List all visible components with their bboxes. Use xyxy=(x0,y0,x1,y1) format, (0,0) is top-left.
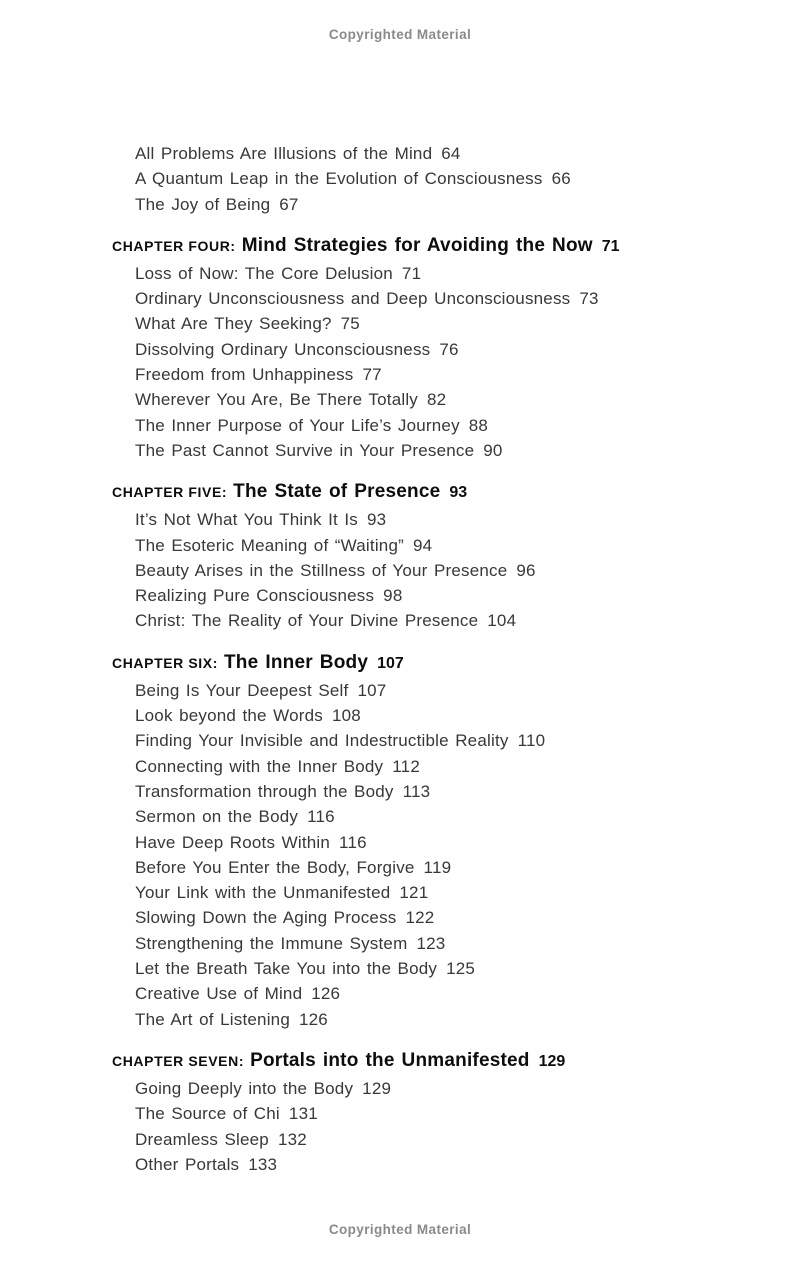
toc-entry-page-number: 93 xyxy=(367,510,387,530)
toc-entry-title: Dissolving Ordinary Unconsciousness xyxy=(135,339,431,359)
table-of-contents xyxy=(112,141,764,1177)
toc-entry-page-number: 64 xyxy=(441,144,461,163)
toc-entry xyxy=(112,166,764,191)
toc-entry-page-number: 113 xyxy=(402,781,431,801)
toc-section xyxy=(112,1045,764,1177)
toc-entry-title: The Esoteric Meaning of “Waiting” xyxy=(135,535,404,555)
toc-entry-page-number: 77 xyxy=(362,365,382,385)
chapter-label: CHAPTER SEVEN: xyxy=(112,1052,245,1069)
toc-entry-title: The Joy of Being xyxy=(135,194,271,214)
toc-entry-page-number: 125 xyxy=(446,959,476,979)
toc-section xyxy=(112,141,764,217)
chapter-title: The Inner Body xyxy=(224,651,369,673)
toc-entry-title: Being Is Your Deepest Self xyxy=(135,680,349,700)
toc-entry xyxy=(112,286,764,311)
toc-entry-page-number: 88 xyxy=(468,415,489,435)
toc-entry xyxy=(112,387,764,412)
toc-entry xyxy=(112,779,764,804)
toc-entry-title: Before You Enter the Body, Forgive xyxy=(135,857,415,877)
chapter-label: CHAPTER FOUR: xyxy=(112,237,236,254)
toc-entry-page-number: 82 xyxy=(427,390,447,410)
toc-section xyxy=(112,647,764,1032)
toc-entry-list xyxy=(112,678,764,1032)
toc-entry-page-number: 67 xyxy=(279,194,299,214)
toc-entry xyxy=(112,558,764,583)
toc-entry xyxy=(112,141,764,166)
toc-entry-title: Let the Breath Take You into the Body xyxy=(135,959,438,979)
toc-entry-title: Have Deep Roots Within xyxy=(135,832,331,852)
toc-entry xyxy=(112,956,764,981)
toc-entry-page-number: 119 xyxy=(423,857,452,877)
toc-entry-page-number: 66 xyxy=(551,169,571,189)
toc-section xyxy=(112,230,764,463)
toc-entry xyxy=(112,1076,764,1101)
toc-entry-list xyxy=(112,261,764,463)
toc-entry-title: What Are They Seeking? xyxy=(135,314,332,334)
chapter-heading xyxy=(112,647,764,677)
toc-entry-page-number: 131 xyxy=(288,1104,318,1124)
chapter-page-number: 107 xyxy=(377,654,404,672)
chapter-title: Portals into the Unmanifested xyxy=(250,1049,530,1071)
toc-entry-title: Freedom from Unhappiness xyxy=(135,365,354,385)
toc-entry-list xyxy=(112,507,764,633)
toc-entry-title: Creative Use of Mind xyxy=(135,984,303,1004)
toc-entry-page-number: 133 xyxy=(248,1154,278,1174)
copyright-notice-bottom: Copyrighted Material xyxy=(328,1222,472,1237)
toc-entry-page-number: 116 xyxy=(339,832,367,852)
toc-entry-title: Slowing Down the Aging Process xyxy=(135,908,397,928)
toc-entry xyxy=(112,754,764,779)
toc-entry-list xyxy=(112,1076,764,1177)
chapter-title: The State of Presence xyxy=(233,481,441,503)
toc-entry xyxy=(112,362,764,387)
toc-entry xyxy=(112,311,764,336)
toc-entry-page-number: 76 xyxy=(439,339,459,359)
toc-entry xyxy=(112,608,764,633)
toc-entry-title: Transformation through the Body xyxy=(135,781,394,801)
toc-section xyxy=(112,476,764,633)
toc-entry xyxy=(112,438,764,463)
toc-entry-title: Connecting with the Inner Body xyxy=(135,756,384,776)
toc-entry xyxy=(112,507,764,532)
toc-entry-list xyxy=(112,141,764,217)
toc-entry xyxy=(112,880,764,905)
toc-entry-title: Christ: The Reality of Your Divine Presence xyxy=(135,611,479,631)
chapter-heading xyxy=(112,1045,764,1075)
toc-entry-page-number: 104 xyxy=(487,611,517,631)
toc-entry-title: The Source of Chi xyxy=(135,1104,280,1124)
toc-entry xyxy=(112,1007,764,1032)
toc-entry-page-number: 96 xyxy=(516,560,536,580)
toc-entry xyxy=(112,337,764,362)
toc-entry-page-number: 122 xyxy=(405,908,435,928)
chapter-heading xyxy=(112,230,764,260)
chapter-page-number: 71 xyxy=(601,237,620,255)
toc-entry-title: All Problems Are Illusions of the Mind xyxy=(135,144,433,163)
toc-entry-title: Going Deeply into the Body xyxy=(135,1078,354,1098)
toc-entry-title: Your Link with the Unmanifested xyxy=(135,883,391,903)
toc-entry-page-number: 94 xyxy=(412,535,433,555)
toc-entry-title: It’s Not What You Think It Is xyxy=(135,510,359,530)
toc-entry-title: Finding Your Invisible and Indestructible Reality xyxy=(135,731,509,751)
toc-entry xyxy=(112,931,764,956)
toc-entry xyxy=(112,804,764,829)
toc-entry-page-number: 108 xyxy=(331,706,361,726)
toc-entry-title: Ordinary Unconsciousness and Deep Unconsciousness xyxy=(135,289,571,309)
toc-entry-title: Wherever You Are, Be There Totally xyxy=(135,390,418,410)
toc-entry-title: The Past Cannot Survive in Your Presence xyxy=(135,440,475,460)
toc-entry xyxy=(112,413,764,438)
toc-entry-page-number: 110 xyxy=(517,731,546,751)
toc-entry-page-number: 107 xyxy=(357,680,387,700)
toc-entry-page-number: 98 xyxy=(383,586,403,606)
toc-entry-page-number: 73 xyxy=(579,289,599,309)
toc-entry-title: The Art of Listening xyxy=(135,1009,290,1029)
toc-entry-title: The Inner Purpose of Your Life’s Journey xyxy=(135,415,460,435)
toc-entry-page-number: 71 xyxy=(401,263,422,283)
toc-entry xyxy=(112,1101,764,1126)
chapter-label: CHAPTER SIX: xyxy=(112,654,218,671)
chapter-page-number: 129 xyxy=(538,1052,566,1070)
toc-entry-title: Realizing Pure Consciousness xyxy=(135,586,375,606)
toc-entry-title: Dreamless Sleep xyxy=(135,1129,269,1149)
chapter-heading xyxy=(112,476,764,506)
toc-entry-page-number: 126 xyxy=(298,1009,328,1029)
copyright-notice-top: Copyrighted Material xyxy=(328,27,472,42)
toc-entry-title: Other Portals xyxy=(135,1154,240,1174)
toc-entry xyxy=(112,533,764,558)
toc-entry xyxy=(112,703,764,728)
toc-entry xyxy=(112,1127,764,1152)
toc-entry-page-number: 121 xyxy=(399,883,429,903)
toc-entry xyxy=(112,678,764,703)
toc-entry-title: Beauty Arises in the Stillness of Your Presence xyxy=(135,560,508,580)
toc-entry-page-number: 126 xyxy=(311,984,341,1004)
toc-entry xyxy=(112,583,764,608)
toc-entry xyxy=(112,1152,764,1177)
toc-entry-title: Sermon on the Body xyxy=(135,807,299,827)
toc-entry-title: Loss of Now: The Core Delusion xyxy=(135,263,393,283)
toc-entry xyxy=(112,855,764,880)
toc-entry xyxy=(112,261,764,286)
toc-entry-title: Strengthening the Immune System xyxy=(135,933,408,953)
toc-entry-page-number: 123 xyxy=(416,933,446,953)
toc-entry-title: A Quantum Leap in the Evolution of Consciousness xyxy=(135,169,543,189)
toc-entry xyxy=(112,192,764,217)
chapter-title: Mind Strategies for Avoiding the Now xyxy=(241,234,593,256)
toc-entry-title: Look beyond the Words xyxy=(135,706,323,726)
toc-entry xyxy=(112,830,764,855)
toc-entry-page-number: 129 xyxy=(362,1078,392,1098)
chapter-page-number: 93 xyxy=(449,484,468,502)
toc-entry-page-number: 90 xyxy=(483,440,503,460)
toc-entry-page-number: 112 xyxy=(392,756,420,776)
toc-entry-page-number: 132 xyxy=(277,1129,307,1149)
toc-entry xyxy=(112,728,764,753)
toc-entry xyxy=(112,981,764,1006)
toc-entry-page-number: 75 xyxy=(340,314,360,334)
toc-entry xyxy=(112,905,764,930)
chapter-label: CHAPTER FIVE: xyxy=(112,484,228,501)
toc-entry-page-number: 116 xyxy=(307,807,335,827)
